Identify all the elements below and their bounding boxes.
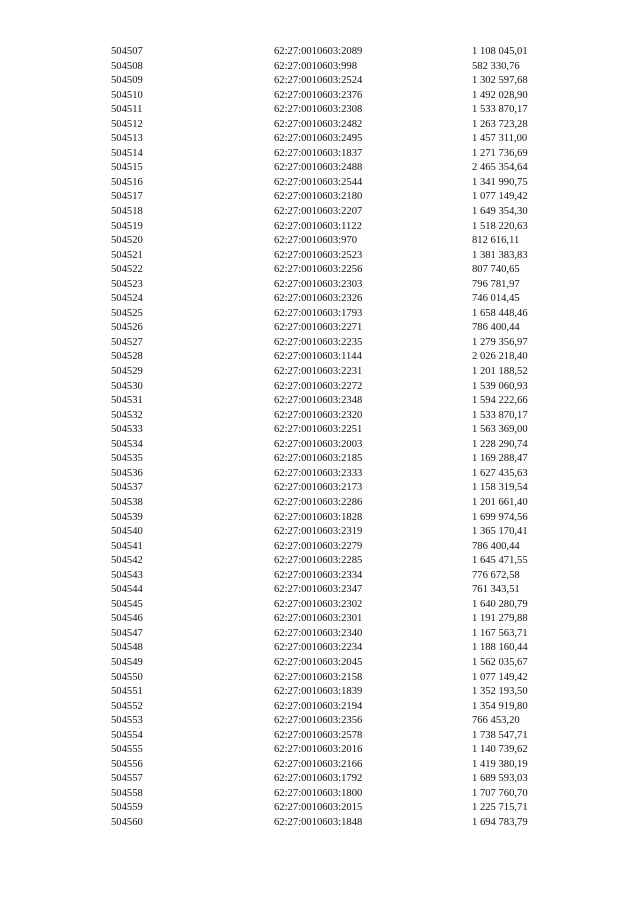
value-amount: 1 228 290,74 — [472, 438, 528, 450]
cadastral-number: 62:27:0010603:2333 — [274, 467, 363, 479]
cadastral-number: 62:27:0010603:998 — [274, 60, 357, 72]
table-row — [0, 321, 640, 336]
table-row — [0, 263, 640, 278]
row-number: 504549 — [111, 656, 143, 668]
value-amount: 1 738 547,71 — [472, 729, 528, 741]
value-amount: 1 699 974,56 — [472, 511, 528, 523]
row-number: 504528 — [111, 351, 143, 363]
cadastral-number: 62:27:0010603:2256 — [274, 264, 363, 276]
table-row — [0, 394, 640, 409]
table-row — [0, 467, 640, 482]
value-amount: 1 158 319,54 — [472, 482, 528, 494]
row-number: 504553 — [111, 715, 143, 727]
cadastral-number: 62:27:0010603:2303 — [274, 278, 363, 290]
row-number: 504534 — [111, 438, 143, 450]
value-amount: 1 167 563,71 — [472, 627, 528, 639]
row-number: 504555 — [111, 744, 143, 756]
cadastral-number: 62:27:0010603:1792 — [274, 773, 363, 785]
cadastral-number: 62:27:0010603:2301 — [274, 613, 363, 625]
cadastral-number: 62:27:0010603:2356 — [274, 715, 363, 727]
value-amount: 1 562 035,67 — [472, 656, 528, 668]
cadastral-number: 62:27:0010603:970 — [274, 235, 357, 247]
row-number: 504514 — [111, 147, 143, 159]
value-amount: 807 740,65 — [472, 264, 520, 276]
value-amount: 1 627 435,63 — [472, 467, 528, 479]
row-number: 504535 — [111, 453, 143, 465]
cadastral-number: 62:27:0010603:2207 — [274, 206, 363, 218]
cadastral-number: 62:27:0010603:2348 — [274, 395, 363, 407]
value-amount: 1 365 170,41 — [472, 526, 528, 538]
row-number: 504548 — [111, 642, 143, 654]
cadastral-number: 62:27:0010603:2524 — [274, 75, 363, 87]
value-amount: 1 191 279,88 — [472, 613, 528, 625]
cadastral-number: 62:27:0010603:2251 — [274, 424, 363, 436]
value-amount: 1 539 060,93 — [472, 380, 528, 392]
cadastral-number: 62:27:0010603:2016 — [274, 744, 363, 756]
table-row — [0, 641, 640, 656]
row-number: 504552 — [111, 700, 143, 712]
cadastral-number: 62:27:0010603:2578 — [274, 729, 363, 741]
row-number: 504527 — [111, 336, 143, 348]
value-amount: 1 640 280,79 — [472, 598, 528, 610]
cadastral-number: 62:27:0010603:2326 — [274, 293, 363, 305]
table-row — [0, 234, 640, 249]
row-number: 504520 — [111, 235, 143, 247]
value-amount: 1 533 870,17 — [472, 409, 528, 421]
value-amount: 2 465 354,64 — [472, 162, 528, 174]
table-row — [0, 336, 640, 351]
table-row — [0, 161, 640, 176]
table-row — [0, 45, 640, 60]
row-number: 504539 — [111, 511, 143, 523]
table-row — [0, 220, 640, 235]
value-amount: 1 077 149,42 — [472, 671, 528, 683]
value-amount: 776 672,58 — [472, 569, 520, 581]
value-amount: 786 400,44 — [472, 322, 520, 334]
row-number: 504537 — [111, 482, 143, 494]
table-row — [0, 801, 640, 816]
row-number: 504521 — [111, 249, 143, 261]
cadastral-number: 62:27:0010603:2286 — [274, 496, 363, 508]
table-row — [0, 118, 640, 133]
value-amount: 1 645 471,55 — [472, 555, 528, 567]
row-number: 504518 — [111, 206, 143, 218]
value-amount: 582 330,76 — [472, 60, 520, 72]
data-table — [0, 45, 640, 831]
table-row — [0, 176, 640, 191]
row-number: 504551 — [111, 686, 143, 698]
table-row — [0, 816, 640, 831]
row-number: 504545 — [111, 598, 143, 610]
table-row — [0, 409, 640, 424]
table-row — [0, 365, 640, 380]
cadastral-number: 62:27:0010603:2482 — [274, 118, 363, 130]
cadastral-number: 62:27:0010603:1800 — [274, 787, 363, 799]
row-number: 504526 — [111, 322, 143, 334]
value-amount: 812 616,11 — [472, 235, 520, 247]
table-row — [0, 307, 640, 322]
value-amount: 1 140 739,62 — [472, 744, 528, 756]
table-row — [0, 380, 640, 395]
table-row — [0, 714, 640, 729]
row-number: 504515 — [111, 162, 143, 174]
value-amount: 1 649 354,30 — [472, 206, 528, 218]
table-row — [0, 496, 640, 511]
row-number: 504560 — [111, 816, 143, 828]
row-number: 504530 — [111, 380, 143, 392]
value-amount: 1 169 288,47 — [472, 453, 528, 465]
table-row — [0, 671, 640, 686]
value-amount: 1 271 736,69 — [472, 147, 528, 159]
cadastral-number: 62:27:0010603:2347 — [274, 584, 363, 596]
value-amount: 2 026 218,40 — [472, 351, 528, 363]
cadastral-number: 62:27:0010603:1828 — [274, 511, 363, 523]
value-amount: 1 419 380,19 — [472, 758, 528, 770]
table-row — [0, 540, 640, 555]
cadastral-number: 62:27:0010603:2285 — [274, 555, 363, 567]
cadastral-number: 62:27:0010603:1848 — [274, 816, 363, 828]
cadastral-number: 62:27:0010603:2334 — [274, 569, 363, 581]
table-row — [0, 511, 640, 526]
value-amount: 1 533 870,17 — [472, 104, 528, 116]
row-number: 504533 — [111, 424, 143, 436]
table-row — [0, 612, 640, 627]
value-amount: 1 563 369,00 — [472, 424, 528, 436]
row-number: 504510 — [111, 89, 143, 101]
row-number: 504516 — [111, 176, 143, 188]
row-number: 504509 — [111, 75, 143, 87]
cadastral-number: 62:27:0010603:2180 — [274, 191, 363, 203]
row-number: 504517 — [111, 191, 143, 203]
value-amount: 1 077 149,42 — [472, 191, 528, 203]
row-number: 504554 — [111, 729, 143, 741]
table-row — [0, 438, 640, 453]
cadastral-number: 62:27:0010603:2235 — [274, 336, 363, 348]
value-amount: 1 594 222,66 — [472, 395, 528, 407]
table-row — [0, 598, 640, 613]
cadastral-number: 62:27:0010603:2319 — [274, 526, 363, 538]
table-row — [0, 525, 640, 540]
row-number: 504536 — [111, 467, 143, 479]
value-amount: 746 014,45 — [472, 293, 520, 305]
cadastral-number: 62:27:0010603:2320 — [274, 409, 363, 421]
cadastral-number: 62:27:0010603:2302 — [274, 598, 363, 610]
row-number: 504512 — [111, 118, 143, 130]
cadastral-number: 62:27:0010603:2234 — [274, 642, 363, 654]
value-amount: 1 188 160,44 — [472, 642, 528, 654]
value-amount: 1 707 760,70 — [472, 787, 528, 799]
cadastral-number: 62:27:0010603:2272 — [274, 380, 363, 392]
row-number: 504522 — [111, 264, 143, 276]
value-amount: 1 689 593,03 — [472, 773, 528, 785]
value-amount: 1 225 715,71 — [472, 802, 528, 814]
value-amount: 1 279 356,97 — [472, 336, 528, 348]
value-amount: 1 658 448,46 — [472, 307, 528, 319]
row-number: 504540 — [111, 526, 143, 538]
table-row — [0, 190, 640, 205]
table-row — [0, 481, 640, 496]
value-amount: 796 781,97 — [472, 278, 520, 290]
row-number: 504542 — [111, 555, 143, 567]
row-number: 504541 — [111, 540, 143, 552]
table-row — [0, 292, 640, 307]
row-number: 504557 — [111, 773, 143, 785]
cadastral-number: 62:27:0010603:1144 — [274, 351, 362, 363]
row-number: 504543 — [111, 569, 143, 581]
value-amount: 1 457 311,00 — [472, 133, 528, 145]
value-amount: 1 518 220,63 — [472, 220, 528, 232]
table-row — [0, 583, 640, 598]
cadastral-number: 62:27:0010603:2231 — [274, 366, 363, 378]
cadastral-number: 62:27:0010603:2340 — [274, 627, 363, 639]
row-number: 504547 — [111, 627, 143, 639]
value-amount: 786 400,44 — [472, 540, 520, 552]
row-number: 504556 — [111, 758, 143, 770]
row-number: 504525 — [111, 307, 143, 319]
cadastral-number: 62:27:0010603:2279 — [274, 540, 363, 552]
table-row — [0, 74, 640, 89]
table-row — [0, 205, 640, 220]
table-row — [0, 569, 640, 584]
row-number: 504529 — [111, 366, 143, 378]
cadastral-number: 62:27:0010603:2488 — [274, 162, 363, 174]
value-amount: 761 343,51 — [472, 584, 520, 596]
cadastral-number: 62:27:0010603:2045 — [274, 656, 363, 668]
value-amount: 1 302 597,68 — [472, 75, 528, 87]
cadastral-number: 62:27:0010603:1122 — [274, 220, 362, 232]
table-row — [0, 423, 640, 438]
value-amount: 1 341 990,75 — [472, 176, 528, 188]
cadastral-number: 62:27:0010603:2185 — [274, 453, 363, 465]
table-row — [0, 758, 640, 773]
table-row — [0, 700, 640, 715]
value-amount: 1 381 383,83 — [472, 249, 528, 261]
row-number: 504508 — [111, 60, 143, 72]
table-row — [0, 278, 640, 293]
cadastral-number: 62:27:0010603:2089 — [274, 46, 363, 57]
row-number: 504523 — [111, 278, 143, 290]
table-row — [0, 132, 640, 147]
table-row — [0, 249, 640, 264]
value-amount: 766 453,20 — [472, 715, 520, 727]
table-row — [0, 729, 640, 744]
table-row — [0, 147, 640, 162]
row-number: 504559 — [111, 802, 143, 814]
value-amount: 1 352 193,50 — [472, 686, 528, 698]
row-number: 504558 — [111, 787, 143, 799]
table-row — [0, 350, 640, 365]
value-amount: 1 201 188,52 — [472, 366, 528, 378]
row-number: 504544 — [111, 584, 143, 596]
table-row — [0, 452, 640, 467]
value-amount: 1 201 661,40 — [472, 496, 528, 508]
cadastral-number: 62:27:0010603:2523 — [274, 249, 363, 261]
row-number: 504513 — [111, 133, 143, 145]
row-number: 504550 — [111, 671, 143, 683]
cadastral-number: 62:27:0010603:2544 — [274, 176, 363, 188]
row-number: 504531 — [111, 395, 143, 407]
row-number: 504538 — [111, 496, 143, 508]
cadastral-number: 62:27:0010603:2015 — [274, 802, 363, 814]
cadastral-number: 62:27:0010603:2194 — [274, 700, 363, 712]
value-amount: 1 108 045,01 — [472, 46, 528, 57]
cadastral-number: 62:27:0010603:1837 — [274, 147, 363, 159]
cadastral-number: 62:27:0010603:2173 — [274, 482, 363, 494]
table-row — [0, 554, 640, 569]
cadastral-number: 62:27:0010603:2158 — [274, 671, 363, 683]
table-row — [0, 627, 640, 642]
row-number: 504532 — [111, 409, 143, 421]
cadastral-number: 62:27:0010603:2495 — [274, 133, 363, 145]
row-number: 504524 — [111, 293, 143, 305]
value-amount: 1 263 723,28 — [472, 118, 528, 130]
cadastral-number: 62:27:0010603:2271 — [274, 322, 363, 334]
row-number: 504519 — [111, 220, 143, 232]
cadastral-number: 62:27:0010603:2166 — [274, 758, 363, 770]
value-amount: 1 354 919,80 — [472, 700, 528, 712]
table-row — [0, 743, 640, 758]
value-amount: 1 492 028,90 — [472, 89, 528, 101]
table-row — [0, 89, 640, 104]
table-row — [0, 787, 640, 802]
cadastral-number: 62:27:0010603:2308 — [274, 104, 363, 116]
cadastral-number: 62:27:0010603:1839 — [274, 686, 363, 698]
cadastral-number: 62:27:0010603:2003 — [274, 438, 363, 450]
row-number: 504507 — [111, 46, 143, 57]
row-number: 504511 — [111, 104, 143, 116]
table-row — [0, 656, 640, 671]
table-row — [0, 685, 640, 700]
row-number: 504546 — [111, 613, 143, 625]
cadastral-number: 62:27:0010603:1793 — [274, 307, 363, 319]
table-row — [0, 60, 640, 75]
value-amount: 1 694 783,79 — [472, 816, 528, 828]
table-row — [0, 772, 640, 787]
table-row — [0, 103, 640, 118]
cadastral-number: 62:27:0010603:2376 — [274, 89, 363, 101]
